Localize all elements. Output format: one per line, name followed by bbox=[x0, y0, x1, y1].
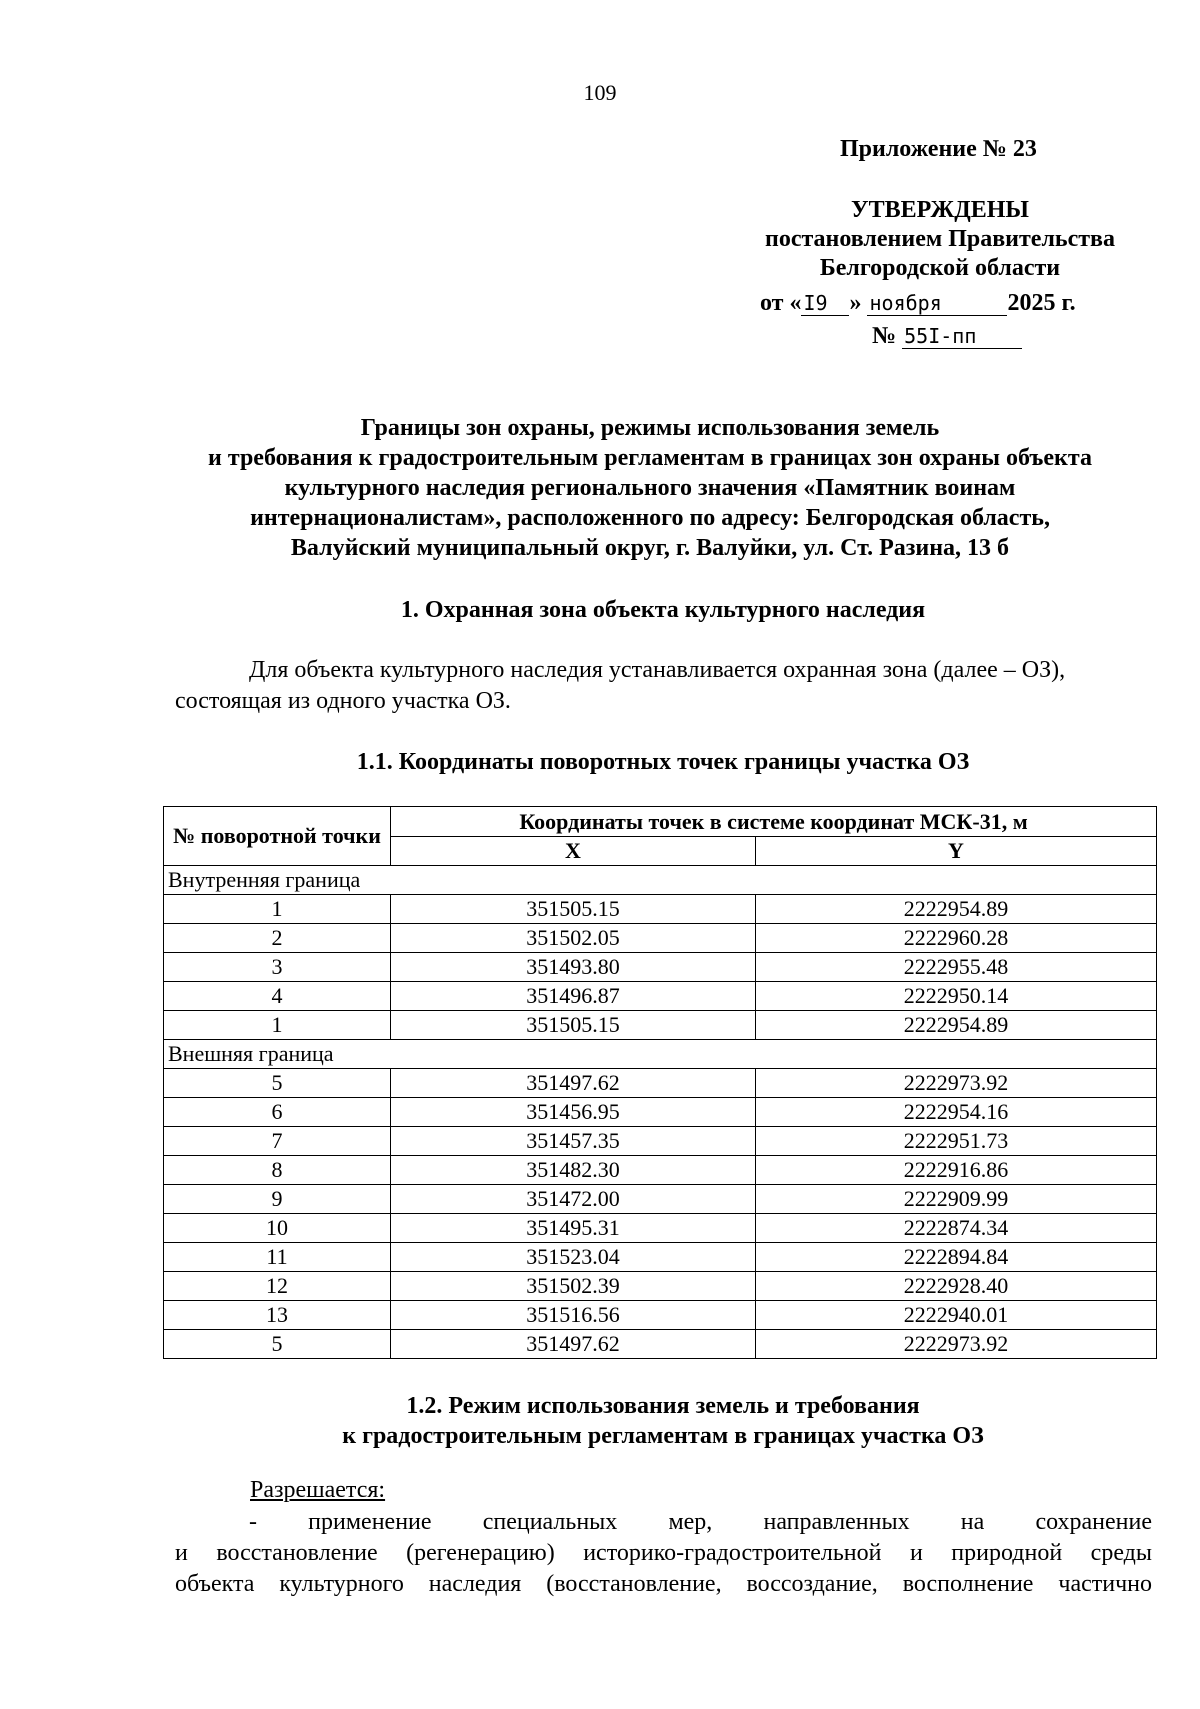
x-coordinate-cell: 351505.15 bbox=[391, 895, 756, 924]
date-prefix: от « bbox=[760, 290, 802, 316]
y-coordinate-cell: 2222955.48 bbox=[756, 953, 1157, 982]
x-coordinate-cell: 351497.62 bbox=[391, 1330, 756, 1359]
y-coordinate-cell: 2222954.89 bbox=[756, 1011, 1157, 1040]
header-point-number: № поворотной точки bbox=[164, 807, 391, 866]
y-coordinate-cell: 2222874.34 bbox=[756, 1214, 1157, 1243]
section-1-2-heading-line-1: 1.2. Режим использования земель и требования bbox=[406, 1393, 920, 1419]
section-1-2-heading-line-2: к градостроительным регламентам в границах участка ОЗ bbox=[342, 1423, 984, 1449]
table-row bbox=[164, 1156, 1157, 1185]
point-number-cell: 4 bbox=[164, 982, 391, 1011]
x-coordinate-cell: 351457.35 bbox=[391, 1127, 756, 1156]
point-number-cell: 2 bbox=[164, 924, 391, 953]
x-coordinate-cell: 351493.80 bbox=[391, 953, 756, 982]
table-row bbox=[164, 895, 1157, 924]
date-month: ноября bbox=[867, 291, 1007, 316]
y-coordinate-cell: 2222954.16 bbox=[756, 1098, 1157, 1127]
table-row bbox=[164, 1098, 1157, 1127]
outer-boundary-row bbox=[164, 1040, 1157, 1069]
paragraph-line-1: Для объекта культурного наследия устанавливается охранная зона (далее – ОЗ), bbox=[249, 657, 1066, 683]
decree-number: 55I-пп bbox=[902, 324, 1022, 349]
document-title bbox=[150, 413, 1150, 563]
approval-line-2: постановлением Правительства bbox=[764, 226, 1115, 252]
point-number-cell: 1 bbox=[164, 895, 391, 924]
y-coordinate-cell: 2222940.01 bbox=[756, 1301, 1157, 1330]
x-coordinate-cell: 351502.39 bbox=[391, 1272, 756, 1301]
table-row bbox=[164, 1069, 1157, 1098]
x-coordinate-cell: 351456.95 bbox=[391, 1098, 756, 1127]
header-coordinates: Координаты точек в системе координат МСК-31, м bbox=[391, 807, 1157, 837]
point-number-cell: 9 bbox=[164, 1185, 391, 1214]
point-number-cell: 5 bbox=[164, 1330, 391, 1359]
x-coordinate-cell: 351482.30 bbox=[391, 1156, 756, 1185]
header-x: X bbox=[391, 837, 756, 866]
y-coordinate-cell: 2222960.28 bbox=[756, 924, 1157, 953]
y-coordinate-cell: 2222928.40 bbox=[756, 1272, 1157, 1301]
table-row bbox=[164, 924, 1157, 953]
title-line-3: культурного наследия регионального значения «Памятник воинам bbox=[284, 475, 1016, 501]
approval-line-3: Белгородской области bbox=[819, 255, 1061, 281]
x-coordinate-cell: 351505.15 bbox=[391, 1011, 756, 1040]
title-line-4: интернационалистам», расположенного по адресу: Белгородская область, bbox=[250, 505, 1050, 531]
outer-boundary-label: Внешняя граница bbox=[164, 1040, 1157, 1069]
y-coordinate-cell: 2222909.99 bbox=[756, 1185, 1157, 1214]
appendix-label: Приложение № 23 bbox=[840, 136, 1037, 162]
body-line-1: - применение специальных мер, направленных на сохранение bbox=[249, 1509, 1152, 1535]
title-line-5: Валуйский муниципальный округ, г. Валуйки, ул. Ст. Разина, 13 б bbox=[290, 535, 1010, 561]
approval-date-line bbox=[760, 290, 1076, 317]
allowed-label: Разрешается: bbox=[250, 1477, 386, 1503]
paragraph-line-2: состоящая из одного участка ОЗ. bbox=[175, 688, 511, 714]
approval-line-1: УТВЕРЖДЕНЫ bbox=[851, 197, 1029, 223]
y-coordinate-cell: 2222894.84 bbox=[756, 1243, 1157, 1272]
table-row bbox=[164, 1214, 1157, 1243]
point-number-cell: 10 bbox=[164, 1214, 391, 1243]
approval-block bbox=[730, 196, 1150, 283]
x-coordinate-cell: 351495.31 bbox=[391, 1214, 756, 1243]
point-number-cell: 5 bbox=[164, 1069, 391, 1098]
point-number-cell: 12 bbox=[164, 1272, 391, 1301]
x-coordinate-cell: 351496.87 bbox=[391, 982, 756, 1011]
table-row bbox=[164, 1127, 1157, 1156]
point-number-cell: 7 bbox=[164, 1127, 391, 1156]
date-year: 2025 г. bbox=[1007, 290, 1076, 316]
y-coordinate-cell: 2222951.73 bbox=[756, 1127, 1157, 1156]
inner-boundary-label: Внутренняя граница bbox=[164, 866, 1157, 895]
x-coordinate-cell: 351497.62 bbox=[391, 1069, 756, 1098]
table-row bbox=[164, 1243, 1157, 1272]
table-row bbox=[164, 1185, 1157, 1214]
point-number-cell: 3 bbox=[164, 953, 391, 982]
table-row bbox=[164, 1011, 1157, 1040]
body-line-3: объекта культурного наследия (восстановление, воссоздание, восполнение частично bbox=[175, 1571, 1152, 1597]
y-coordinate-cell: 2222950.14 bbox=[756, 982, 1157, 1011]
inner-boundary-row bbox=[164, 866, 1157, 895]
x-coordinate-cell: 351472.00 bbox=[391, 1185, 756, 1214]
title-line-2: и требования к градостроительным регламентам в границах зон охраны объекта bbox=[208, 445, 1092, 471]
section-1-paragraph bbox=[175, 655, 1152, 717]
body-line-2: и восстановление (регенерацию) историко-градостроительной и природной среды bbox=[175, 1540, 1152, 1566]
header-y: Y bbox=[756, 837, 1157, 866]
table-row bbox=[164, 1330, 1157, 1359]
x-coordinate-cell: 351502.05 bbox=[391, 924, 756, 953]
title-line-1: Границы зон охраны, режимы использования земель bbox=[360, 415, 940, 441]
point-number-cell: 1 bbox=[164, 1011, 391, 1040]
section-1-2-body bbox=[175, 1507, 1152, 1600]
date-mid: » bbox=[849, 290, 868, 316]
point-number-cell: 6 bbox=[164, 1098, 391, 1127]
section-1-2-heading bbox=[0, 1391, 1200, 1451]
date-day: I9 bbox=[801, 291, 849, 316]
x-coordinate-cell: 351523.04 bbox=[391, 1243, 756, 1272]
number-prefix: № bbox=[872, 323, 903, 349]
y-coordinate-cell: 2222954.89 bbox=[756, 895, 1157, 924]
table-row bbox=[164, 982, 1157, 1011]
approval-number-line bbox=[872, 323, 1022, 350]
section-1-heading: 1. Охранная зона объекта культурного наследия bbox=[400, 597, 926, 623]
coordinates-table-body bbox=[164, 866, 1157, 1359]
y-coordinate-cell: 2222973.92 bbox=[756, 1330, 1157, 1359]
coordinates-table bbox=[163, 806, 1157, 1359]
section-1-1-heading: 1.1. Координаты поворотных точек границы участка ОЗ bbox=[356, 749, 970, 775]
table-row bbox=[164, 1272, 1157, 1301]
point-number-cell: 8 bbox=[164, 1156, 391, 1185]
point-number-cell: 13 bbox=[164, 1301, 391, 1330]
table-row bbox=[164, 1301, 1157, 1330]
page-number: 109 bbox=[583, 80, 617, 105]
point-number-cell: 11 bbox=[164, 1243, 391, 1272]
table-row bbox=[164, 953, 1157, 982]
y-coordinate-cell: 2222973.92 bbox=[756, 1069, 1157, 1098]
y-coordinate-cell: 2222916.86 bbox=[756, 1156, 1157, 1185]
x-coordinate-cell: 351516.56 bbox=[391, 1301, 756, 1330]
